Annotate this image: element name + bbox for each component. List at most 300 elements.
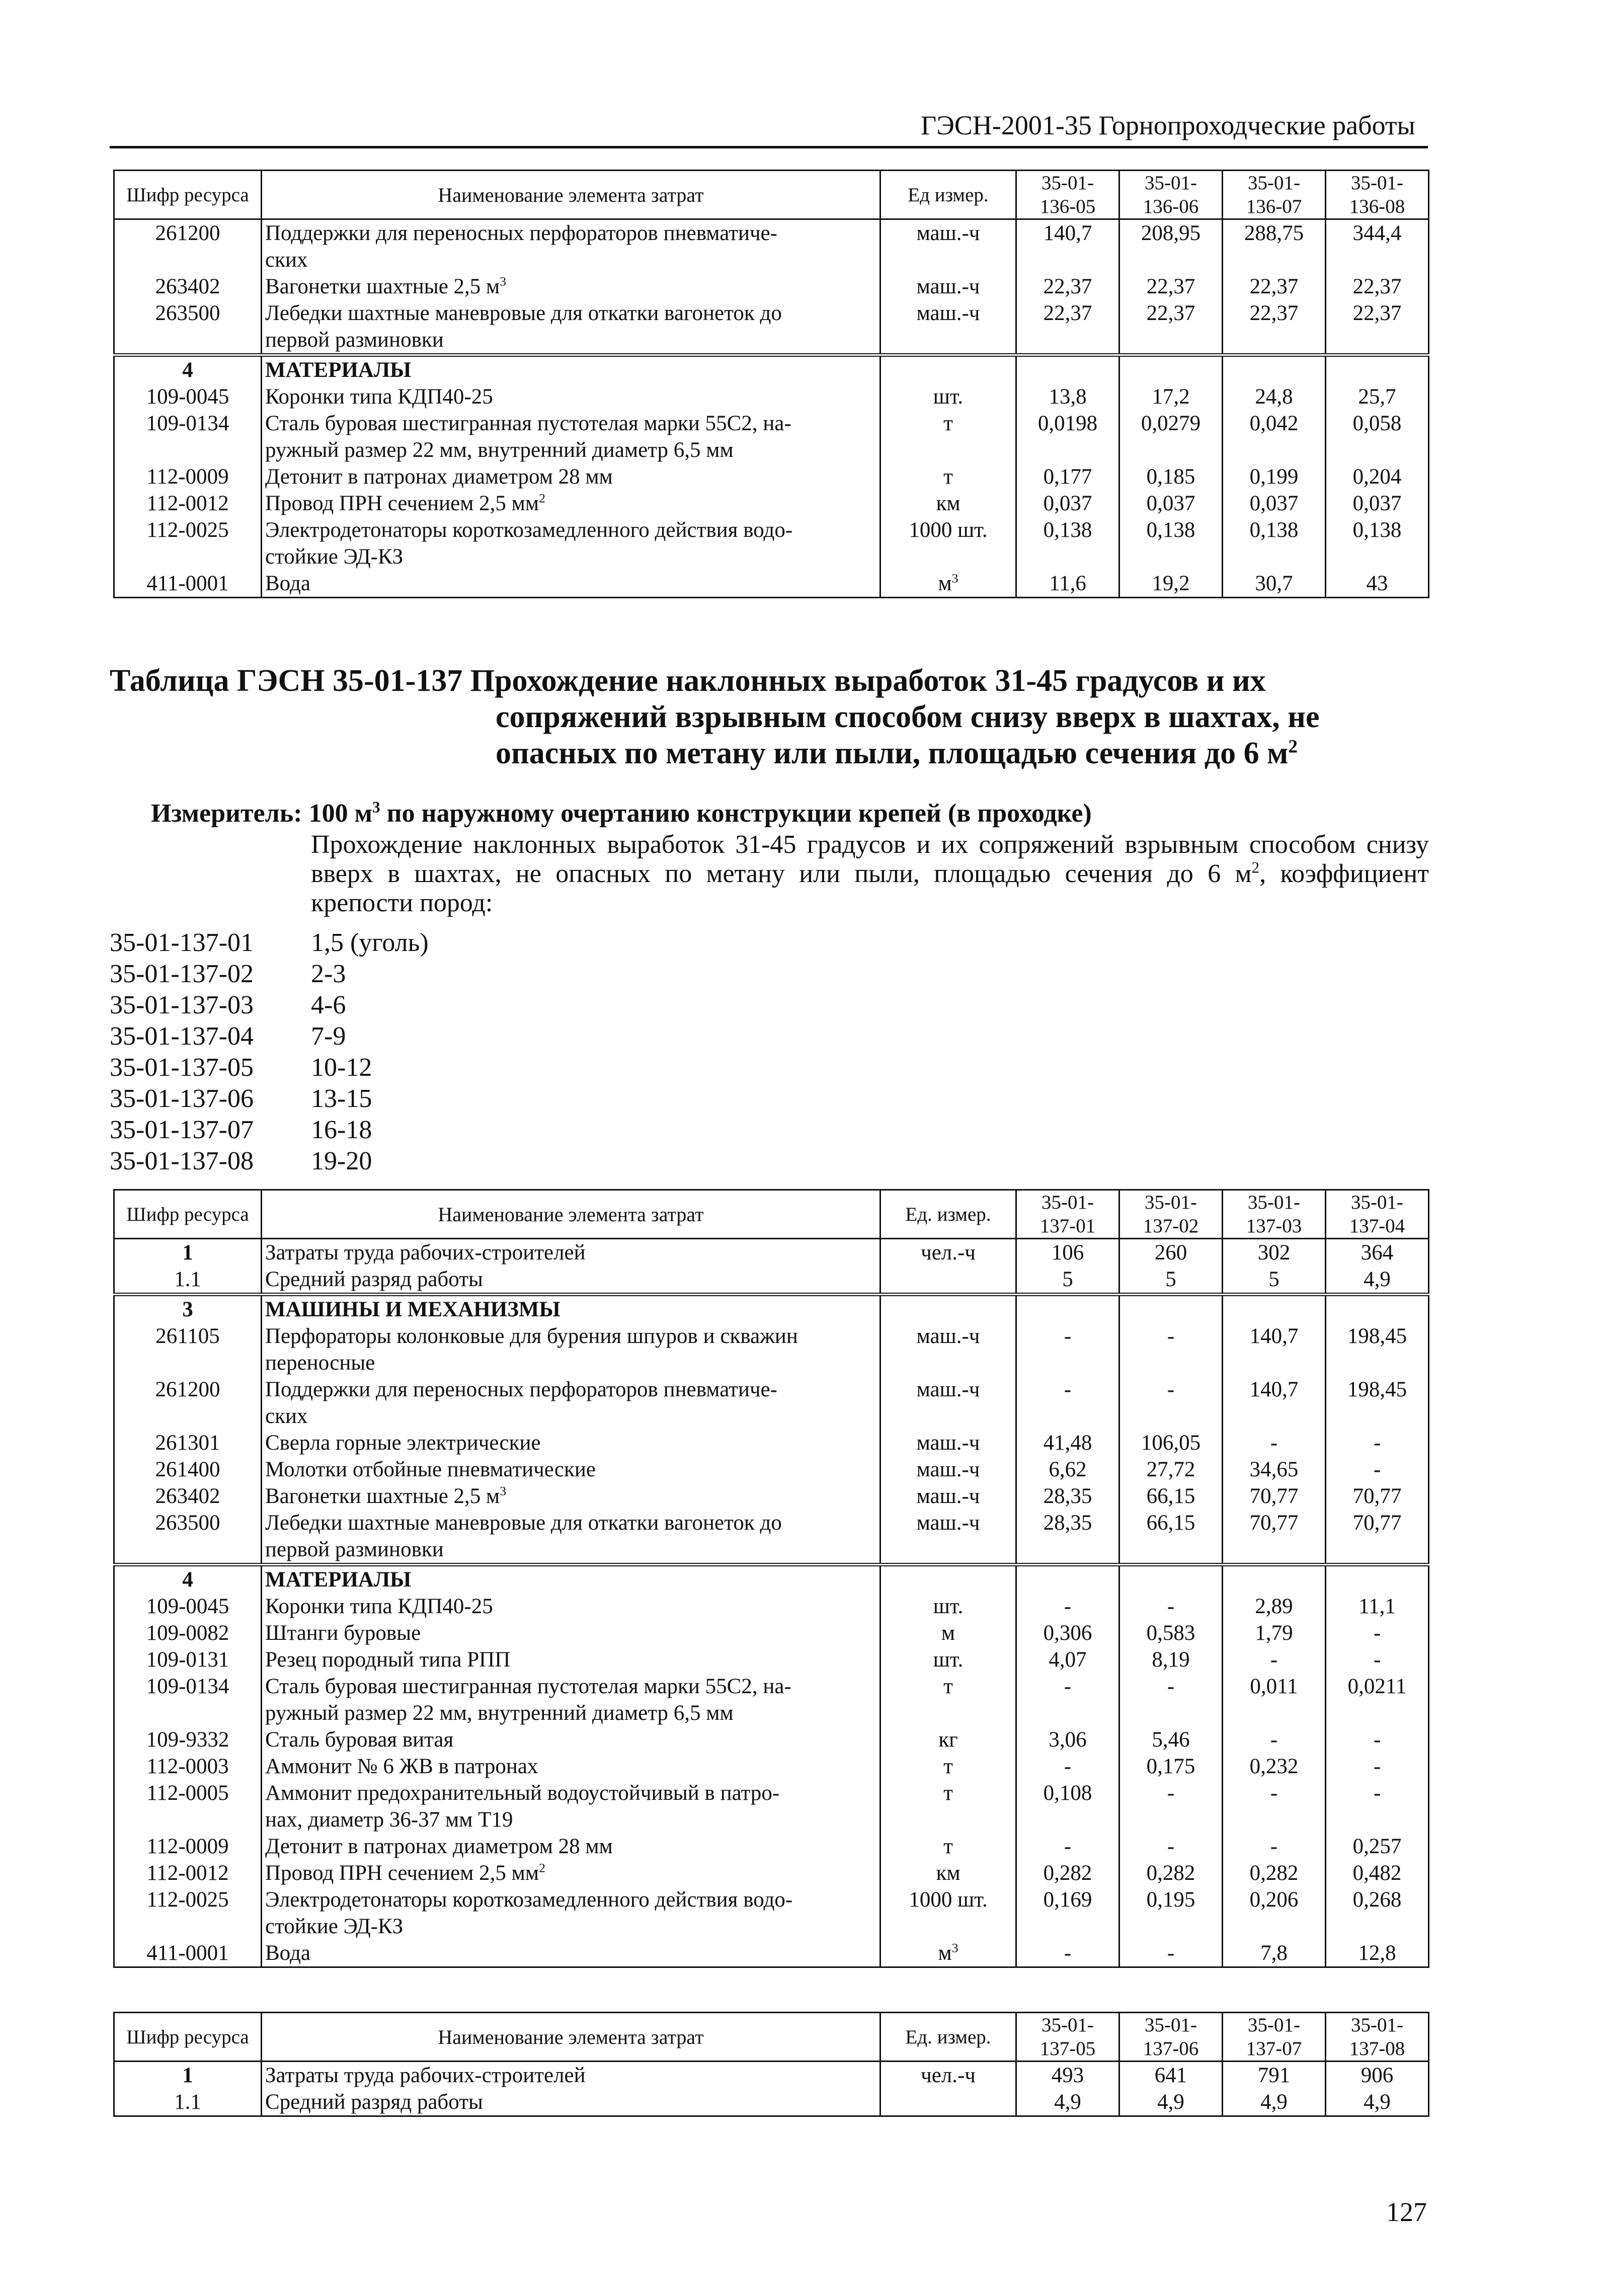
resource-value: - [1016,1940,1119,1967]
resource-value: 198,45 [1326,1376,1429,1430]
resource-value: 260 [1119,1239,1223,1266]
measure-unit: Измеритель: 100 $м^3$ по наружному очертанию конструкции крепей (в проходке) [151,798,1092,828]
resource-code: 261200 [114,219,262,274]
resource-value: - [1223,1833,1326,1860]
rate-header-line: 137-01 [1039,1215,1096,1237]
table-row [114,1620,1429,1646]
table-row [114,1860,1429,1886]
resource-value: 106,05 [1119,1430,1223,1456]
resource-name [262,2062,880,2089]
resource-value: - [1016,1753,1119,1780]
resource-unit: т [880,1780,1016,1833]
column-header-code: Шифр ресурса [114,171,262,219]
rate-header-line: 35-01- [1042,1192,1094,1213]
table-row [114,517,1429,570]
resource-code: 1 [114,1239,262,1266]
resource-value: - [1119,1673,1223,1726]
resource-unit: шт. [880,383,1016,410]
rate-code: 35-01-137-08 [110,1147,254,1175]
column-header-code: Шифр ресурса [114,2013,262,2062]
resource-value: 0,282 [1016,1860,1119,1886]
rate-code-row [110,990,429,1021]
resource-value: - [1016,1593,1119,1620]
resource-value: 0,268 [1326,1886,1429,1940]
resource-value: 27,72 [1119,1456,1223,1483]
resource-code: 411-0001 [114,570,262,598]
resource-name [262,1456,880,1483]
resource-name [262,1483,880,1510]
rate-code-value: 13-15 [311,1084,372,1113]
column-header-rate [1016,2013,1119,2062]
resource-value: 0,169 [1016,1886,1119,1940]
resource-value: 7,8 [1223,1940,1326,1967]
resource-code: 263402 [114,1483,262,1510]
resource-value [1016,1295,1119,1323]
section-row [114,1565,1429,1594]
resource-value: 70,77 [1223,1483,1326,1510]
column-header-rate [1223,2013,1326,2062]
resource-name [262,517,880,570]
resource-name [262,1430,880,1456]
resource-unit: маш.-ч [880,1376,1016,1430]
rate-code-row [110,1083,429,1115]
table-title-line-3: опасных по метану или пыли, площадью сечения до 6 $м^2$ [496,736,1298,770]
resource-value: 0,282 [1223,1860,1326,1886]
table-row [114,1510,1429,1565]
table-header-row [114,171,1429,219]
resource-name [262,1565,880,1594]
column-header-rate [1119,1190,1223,1239]
resource-name-line: Сверла горные электрические [265,1431,541,1455]
rate-header-line: 35-01- [1351,1192,1403,1213]
resource-value [1223,1565,1326,1594]
resource-value: 22,37 [1016,273,1119,300]
section-row [114,355,1429,384]
resource-value: 0,0279 [1119,410,1223,463]
resource-value: 6,62 [1016,1456,1119,1483]
resource-unit: км [880,490,1016,517]
resource-value: 70,77 [1326,1483,1429,1510]
resource-name [262,490,880,517]
resource-value: 0,138 [1223,517,1326,570]
rate-code: 35-01-137-04 [110,1022,254,1051]
resource-unit [880,355,1016,384]
table-row [114,1376,1429,1430]
resource-name-line: первой разминовки [265,328,444,352]
resource-name [262,1510,880,1565]
resource-value: 0,037 [1326,490,1429,517]
resource-name [262,1940,880,1967]
resource-value: 0,0211 [1326,1673,1429,1726]
rate-code-value: 2-3 [311,960,346,988]
resource-unit: $м^3$ [880,1940,1016,1967]
column-header-rate [1119,2013,1223,2062]
resource-value: 140,7 [1223,1376,1326,1430]
table-row [114,490,1429,517]
resource-unit: маш.-ч [880,300,1016,355]
table-header-row [114,1190,1429,1239]
resource-value: 288,75 [1223,219,1326,274]
column-header-rate [1326,171,1429,219]
resource-unit: т [880,410,1016,463]
resource-value: 0,306 [1016,1620,1119,1646]
resource-value: - [1119,1323,1223,1376]
rate-header-line: 35-01- [1248,172,1300,194]
resource-value: 106 [1016,1239,1119,1266]
resource-value: 5,46 [1119,1726,1223,1753]
resource-name-line: ружный размер 22 мм, внутренний диаметр 6,5 мм [265,438,734,462]
resource-value: 22,37 [1016,300,1119,355]
resource-value: 70,77 [1223,1510,1326,1565]
table-row [114,1456,1429,1483]
resource-name-line: Штанги буровые [265,1621,421,1645]
table-row [114,570,1429,598]
rate-header-line: 137-06 [1143,2038,1199,2060]
table-row [114,1323,1429,1376]
resource-name-line: стойкие ЭД-КЗ [265,545,404,569]
resource-value: 24,8 [1223,383,1326,410]
resource-name-line: Сталь буровая шестигранная пустотелая марки 55С2, на- [265,412,791,435]
resource-name [262,383,880,410]
resource-value: 0,0198 [1016,410,1119,463]
resource-code: 1.1 [114,1266,262,1295]
table-row [114,1483,1429,1510]
resource-value: 140,7 [1223,1323,1326,1376]
resource-unit: чел.-ч [880,2062,1016,2089]
resource-unit: шт. [880,1593,1016,1620]
rate-codes-list [110,927,429,1177]
resource-name-line: Перфораторы колонковые для бурения шпуров и скважин [265,1324,798,1348]
resource-name [262,1266,880,1295]
resource-value: 4,9 [1223,2089,1326,2116]
resource-value: - [1119,1940,1223,1967]
rate-code-value: 19-20 [311,1147,372,1175]
rate-code-value: 16-18 [311,1116,372,1144]
resource-code: 109-9332 [114,1726,262,1753]
resource-value: 28,35 [1016,1483,1119,1510]
resource-value: 5 [1119,1266,1223,1295]
resource-code: 112-0012 [114,490,262,517]
resource-value: 4,07 [1016,1646,1119,1673]
column-header-rate [1016,171,1119,219]
resource-name-line: стойкие ЭД-КЗ [265,1915,404,1938]
rate-code-value: 1,5 (уголь) [311,928,429,957]
resource-code: 109-0082 [114,1620,262,1646]
resource-name [262,1860,880,1886]
resource-value [1119,355,1223,384]
work-description: Прохождение наклонных выработок 31-45 градусов и их сопряжений взрывным способом снизу вверх в шахтах, не опасных по метану или пыли, площадью сечения до 6 $м^2$, коэффициент крепости пород: [311,830,1429,917]
resource-value [1223,355,1326,384]
resource-name-line: первой разминовки [265,1538,444,1561]
resource-name [262,1833,880,1860]
resource-value: 0,175 [1119,1753,1223,1780]
resource-name-line: Резец породный типа РПП [265,1648,511,1672]
resource-name-line: Сталь буровая шестигранная пустотелая марки 55С2, на- [265,1675,791,1698]
resource-name-line: Лебедки шахтные маневровые для откатки вагонеток до [265,301,782,325]
rate-header-line: 137-02 [1143,1215,1199,1237]
resource-name [262,219,880,274]
resource-value: 0,199 [1223,463,1326,490]
resource-name-line: Детонит в патронах диаметром 28 мм [265,465,613,489]
resource-value: - [1326,1646,1429,1673]
resource-value: 0,042 [1223,410,1326,463]
table-row [114,1940,1429,1967]
resource-name-line: МАТЕРИАЛЫ [265,1568,412,1592]
rate-code: 35-01-137-03 [110,991,254,1019]
table-row [114,1673,1429,1726]
resource-name-line: Аммонит № 6 ЖВ в патронах [265,1755,538,1778]
resource-name [262,1323,880,1376]
rate-header-line: 35-01- [1042,172,1094,194]
column-header-unit: Ед. измер. [880,2013,1016,2062]
resource-name [262,1376,880,1430]
resource-name-line: МАТЕРИАЛЫ [265,358,412,382]
resource-name-line: Провод ПРН сечением 2,5 $мм^2$ [265,1860,545,1885]
resource-value: - [1119,1593,1223,1620]
resource-value: 41,48 [1016,1430,1119,1456]
resource-name-line: ружный размер 22 мм, внутренний диаметр 6,5 мм [265,1701,734,1725]
resource-table-137-01-04 [113,1189,1429,1968]
resource-unit: маш.-ч [880,1483,1016,1510]
resource-name [262,1886,880,1940]
resource-code: 263500 [114,1510,262,1565]
column-header-unit: Ед измер. [880,171,1016,219]
table-row [114,2089,1429,2116]
resource-code: 1.1 [114,2089,262,2116]
resource-name-line: Сталь буровая витая [265,1728,454,1752]
resource-value: - [1326,1456,1429,1483]
column-header-name: Наименование элемента затрат [262,2013,880,2062]
resource-name-line: Средний разряд работы [265,1268,483,1291]
resource-value: - [1223,1430,1326,1456]
resource-name-line: Вагонетки шахтные 2,5 $м^3$ [265,1483,507,1508]
section-row [114,1295,1429,1323]
resource-value: 66,15 [1119,1510,1223,1565]
resource-name-line: Лебедки шахтные маневровые для откатки вагонеток до [265,1511,782,1535]
resource-code: 261400 [114,1456,262,1483]
resource-value: 4,9 [1016,2089,1119,2116]
table-row [114,1753,1429,1780]
running-header: ГЭСН-2001-35 Горнопроходческие работы [921,110,1415,140]
resource-value: 344,4 [1326,219,1429,274]
rate-code-row [110,1052,429,1083]
resource-name-line: Электродетонаторы короткозамедленного действия водо- [265,518,793,542]
resource-name-line: МАШИНЫ И МЕХАНИЗМЫ [265,1298,560,1321]
column-header-rate [1223,1190,1326,1239]
resource-value: 208,95 [1119,219,1223,274]
resource-value: 66,15 [1119,1483,1223,1510]
resource-value: 22,37 [1326,273,1429,300]
rate-code: 35-01-137-02 [110,960,254,988]
rate-code-row [110,1146,429,1177]
page-number: 127 [1386,2197,1427,2227]
resource-unit: маш.-ч [880,1323,1016,1376]
resource-value: 11,6 [1016,570,1119,598]
resource-value: - [1016,1376,1119,1430]
resource-value: 19,2 [1119,570,1223,598]
resource-value: 22,37 [1223,273,1326,300]
rate-header-line: 35-01- [1248,1192,1300,1213]
resource-value [1326,355,1429,384]
resource-unit: т [880,1673,1016,1726]
table-row [114,1833,1429,1860]
resource-unit: маш.-ч [880,1430,1016,1456]
resource-code: 3 [114,1295,262,1323]
rate-header-line: 137-07 [1246,2038,1302,2060]
rate-header-line: 137-05 [1039,2038,1096,2060]
resource-value: 493 [1016,2062,1119,2089]
resource-value [1016,355,1119,384]
resource-name-line: нах, диаметр 36-37 мм Т19 [265,1808,513,1832]
resource-code: 109-0131 [114,1646,262,1673]
resource-name [262,355,880,384]
rate-code-row [110,927,429,959]
resource-unit: т [880,463,1016,490]
resource-unit [880,1295,1016,1323]
resource-value: 0,037 [1119,490,1223,517]
rate-header-line: 136-08 [1349,196,1405,217]
rate-code-row [110,1021,429,1052]
resource-code: 263402 [114,273,262,300]
resource-name-line: Молотки отбойные пневматические [265,1458,596,1481]
resource-name-line: ских [265,1404,308,1428]
resource-value: 0,138 [1016,517,1119,570]
resource-value: - [1016,1323,1119,1376]
table-row [114,1593,1429,1620]
resource-name-line: Средний разряд работы [265,2090,483,2114]
resource-name [262,410,880,463]
resource-unit: т [880,1753,1016,1780]
resource-code: 109-0134 [114,410,262,463]
table-row [114,1780,1429,1833]
resource-unit: 1000 шт. [880,517,1016,570]
resource-unit: 1000 шт. [880,1886,1016,1940]
resource-value: - [1119,1780,1223,1833]
table-row [114,410,1429,463]
table-title-line-1: Таблица ГЭСН 35-01-137 Прохождение наклонных выработок 31-45 градусов и их [110,664,1266,698]
resource-code: 109-0045 [114,383,262,410]
resource-value: 8,19 [1119,1646,1223,1673]
resource-value: 0,583 [1119,1620,1223,1646]
resource-value: 3,06 [1016,1726,1119,1753]
resource-unit: маш.-ч [880,1456,1016,1483]
resource-name [262,2089,880,2116]
table-row [114,1430,1429,1456]
resource-value [1016,1565,1119,1594]
resource-name-line: Аммонит предохранительный водоустойчивый в патро- [265,1781,780,1805]
resource-value: 0,177 [1016,463,1119,490]
column-header-name: Наименование элемента затрат [262,171,880,219]
resource-code: 261301 [114,1430,262,1456]
resource-unit: т [880,1833,1016,1860]
resource-value [1119,1295,1223,1323]
rate-header-line: 35-01- [1351,172,1403,194]
resource-value: 4,9 [1119,2089,1223,2116]
resource-value: 4,9 [1326,1266,1429,1295]
resource-value: 2,89 [1223,1593,1326,1620]
rate-header-line: 137-03 [1246,1215,1302,1237]
column-header-name: Наименование элемента затрат [262,1190,880,1239]
resource-value: - [1119,1376,1223,1430]
resource-value: - [1326,1620,1429,1646]
resource-value: 0,138 [1119,517,1223,570]
resource-name-line: Вагонетки шахтные 2,5 $м^3$ [265,274,507,298]
resource-name-line: Вода [265,572,310,595]
resource-unit: маш.-ч [880,219,1016,274]
table-row [114,219,1429,274]
resource-value: - [1326,1753,1429,1780]
resource-value: 34,65 [1223,1456,1326,1483]
resource-code: 1 [114,2062,262,2089]
resource-value: - [1326,1726,1429,1753]
resource-value [1326,1565,1429,1594]
resource-value: - [1326,1780,1429,1833]
resource-value: 0,195 [1119,1886,1223,1940]
rate-code-value: 7-9 [311,1022,346,1051]
table-row [114,273,1429,300]
resource-code: 411-0001 [114,1940,262,1967]
rate-header-line: 35-01- [1145,1192,1197,1213]
resource-unit: маш.-ч [880,273,1016,300]
resource-name-line: ских [265,248,308,272]
column-header-unit: Ед. измер. [880,1190,1016,1239]
column-header-rate [1326,2013,1429,2062]
rate-header-line: 35-01- [1248,2014,1300,2036]
resource-code: 112-0025 [114,517,262,570]
resource-value: 4,9 [1326,2089,1429,2116]
resource-name [262,300,880,355]
resource-name-line: переносные [265,1351,375,1375]
resource-value: 906 [1326,2062,1429,2089]
resource-value: 11,1 [1326,1593,1429,1620]
resource-value: 43 [1326,570,1429,598]
resource-code: 112-0009 [114,1833,262,1860]
resource-code: 112-0009 [114,463,262,490]
resource-unit [880,1266,1016,1295]
resource-value: 0,037 [1016,490,1119,517]
resource-name [262,570,880,598]
resource-code: 263500 [114,300,262,355]
resource-value: 0,108 [1016,1780,1119,1833]
resource-unit: км [880,1860,1016,1886]
resource-code: 109-0045 [114,1593,262,1620]
rate-code-value: 4-6 [311,991,346,1019]
rate-header-line: 35-01- [1042,2014,1094,2036]
resource-unit: кг [880,1726,1016,1753]
resource-value: 1,79 [1223,1620,1326,1646]
resource-value: 364 [1326,1239,1429,1266]
rate-code-value: 10-12 [311,1053,372,1082]
resource-value: 0,206 [1223,1886,1326,1940]
resource-code: 109-0134 [114,1673,262,1726]
resource-value: 0,058 [1326,410,1429,463]
resource-code: 261200 [114,1376,262,1430]
resource-value: 0,037 [1223,490,1326,517]
column-header-rate [1326,1190,1429,1239]
resource-value: 25,7 [1326,383,1429,410]
resource-code: 112-0025 [114,1886,262,1940]
resource-code: 261105 [114,1323,262,1376]
table-row [114,1886,1429,1940]
resource-value: 0,204 [1326,463,1429,490]
resource-value: 140,7 [1016,219,1119,274]
resource-value: 791 [1223,2062,1326,2089]
rate-header-line: 136-05 [1039,196,1096,217]
resource-value: 0,282 [1119,1860,1223,1886]
rate-code-row [110,959,429,990]
resource-value: - [1223,1646,1326,1673]
resource-code: 112-0003 [114,1753,262,1780]
